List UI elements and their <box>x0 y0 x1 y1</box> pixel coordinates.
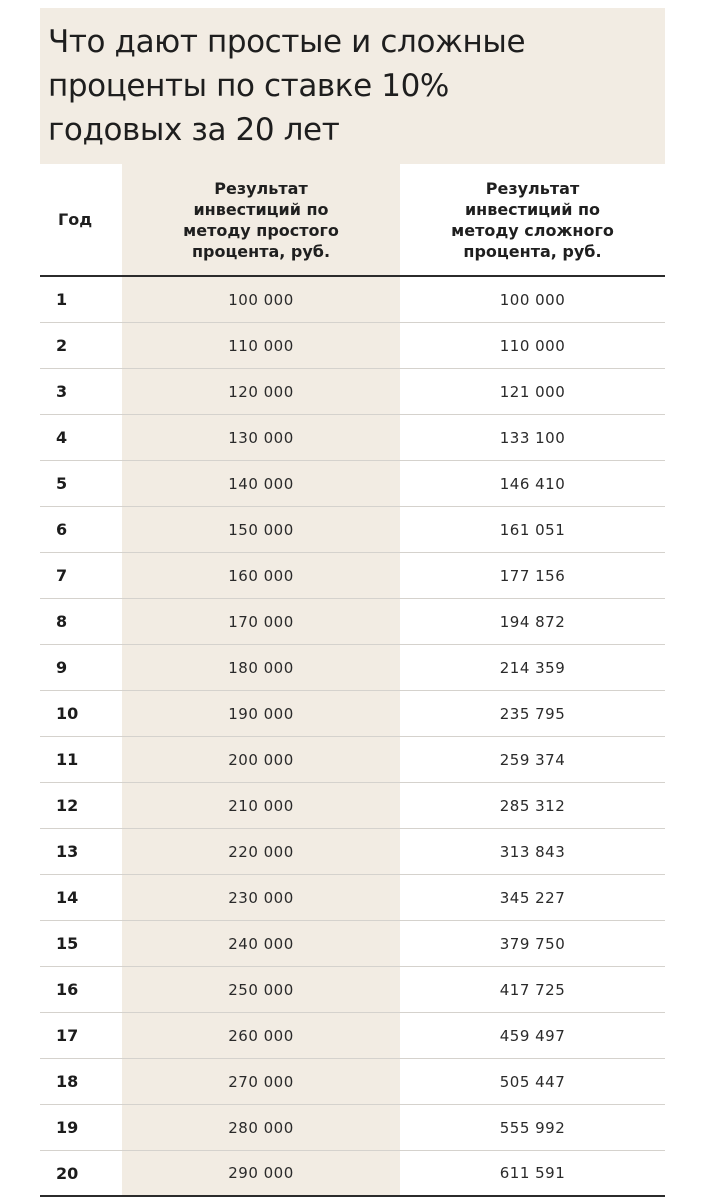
cell-compound-interest: 100 000 <box>499 290 566 309</box>
cell-year: 3 <box>56 382 68 401</box>
cell-compound-interest: 459 497 <box>499 1026 566 1045</box>
cell-simple-interest: 160 000 <box>122 553 400 598</box>
cell-simple-interest: 290 000 <box>122 1151 400 1195</box>
table-row <box>40 461 665 507</box>
header-simple-interest: Результат инвестиций по методу простого процента, руб. <box>122 164 400 275</box>
cell-simple-interest: 240 000 <box>122 921 400 966</box>
cell-compound-interest: 110 000 <box>499 336 566 355</box>
table-row <box>40 507 665 553</box>
cell-compound-interest: 214 359 <box>499 658 566 677</box>
cell-compound-interest: 611 591 <box>499 1164 566 1182</box>
cell-compound-interest: 345 227 <box>499 888 566 907</box>
table-row <box>40 415 665 461</box>
page-title: Что дают простые и сложные проценты по ставке 10% годовых за 20 лет <box>48 24 526 148</box>
cell-simple-interest: 220 000 <box>122 829 400 874</box>
cell-simple-interest: 140 000 <box>122 461 400 506</box>
cell-simple-interest: 210 000 <box>122 783 400 828</box>
infographic-card <box>40 8 665 1200</box>
cell-compound-interest: 555 992 <box>499 1118 566 1137</box>
table-row <box>40 1151 665 1197</box>
table-header <box>40 164 665 277</box>
cell-compound-interest: 379 750 <box>499 934 566 953</box>
cell-compound-interest: 505 447 <box>499 1072 566 1091</box>
cell-simple-interest: 130 000 <box>122 415 400 460</box>
table-row <box>40 691 665 737</box>
cell-simple-interest: 230 000 <box>122 875 400 920</box>
cell-compound-interest: 133 100 <box>499 428 566 447</box>
table-row <box>40 967 665 1013</box>
cell-compound-interest: 285 312 <box>499 796 566 815</box>
cell-year: 16 <box>56 980 79 999</box>
table-row <box>40 277 665 323</box>
cell-year: 6 <box>56 520 68 539</box>
cell-year: 9 <box>56 658 68 677</box>
cell-simple-interest: 250 000 <box>122 967 400 1012</box>
table-row <box>40 553 665 599</box>
cell-simple-interest: 110 000 <box>122 323 400 368</box>
cell-year: 18 <box>56 1072 79 1091</box>
cell-year: 13 <box>56 842 79 861</box>
cell-compound-interest: 121 000 <box>499 382 566 401</box>
cell-simple-interest: 260 000 <box>122 1013 400 1058</box>
cell-simple-interest: 200 000 <box>122 737 400 782</box>
table-row <box>40 737 665 783</box>
table-row <box>40 921 665 967</box>
cell-compound-interest: 177 156 <box>499 566 566 585</box>
cell-compound-interest: 194 872 <box>499 612 566 631</box>
table-row <box>40 599 665 645</box>
header-year: Год <box>58 210 93 229</box>
table-row <box>40 875 665 921</box>
table-row <box>40 645 665 691</box>
cell-simple-interest: 100 000 <box>122 277 400 322</box>
cell-year: 14 <box>56 888 79 907</box>
cell-compound-interest: 146 410 <box>499 474 566 493</box>
cell-year: 12 <box>56 796 79 815</box>
cell-year: 20 <box>56 1163 79 1183</box>
cell-simple-interest: 270 000 <box>122 1059 400 1104</box>
cell-compound-interest: 417 725 <box>499 980 566 999</box>
cell-year: 5 <box>56 474 68 493</box>
table-row <box>40 1059 665 1105</box>
cell-simple-interest: 120 000 <box>122 369 400 414</box>
cell-year: 19 <box>56 1118 79 1137</box>
cell-year: 7 <box>56 566 68 585</box>
title-block <box>40 8 665 164</box>
table-row <box>40 369 665 415</box>
table-body <box>40 277 665 1197</box>
cell-compound-interest: 259 374 <box>499 750 566 769</box>
cell-compound-interest: 313 843 <box>499 842 566 861</box>
cell-year: 2 <box>56 336 68 355</box>
cell-compound-interest: 161 051 <box>499 520 566 539</box>
cell-compound-interest: 235 795 <box>499 704 566 723</box>
cell-year: 17 <box>56 1026 79 1045</box>
cell-simple-interest: 180 000 <box>122 645 400 690</box>
table-row <box>40 1013 665 1059</box>
table-row <box>40 783 665 829</box>
cell-simple-interest: 170 000 <box>122 599 400 644</box>
table-row <box>40 829 665 875</box>
cell-year: 8 <box>56 612 68 631</box>
header-compound-interest: Результат инвестиций по методу сложного процента, руб. <box>451 178 614 261</box>
cell-year: 11 <box>56 750 79 769</box>
table-row <box>40 323 665 369</box>
cell-year: 1 <box>56 290 68 309</box>
cell-year: 10 <box>56 704 79 723</box>
cell-year: 15 <box>56 934 79 953</box>
cell-simple-interest: 150 000 <box>122 507 400 552</box>
table-row <box>40 1105 665 1151</box>
cell-simple-interest: 280 000 <box>122 1105 400 1150</box>
cell-simple-interest: 190 000 <box>122 691 400 736</box>
cell-year: 4 <box>56 428 68 447</box>
